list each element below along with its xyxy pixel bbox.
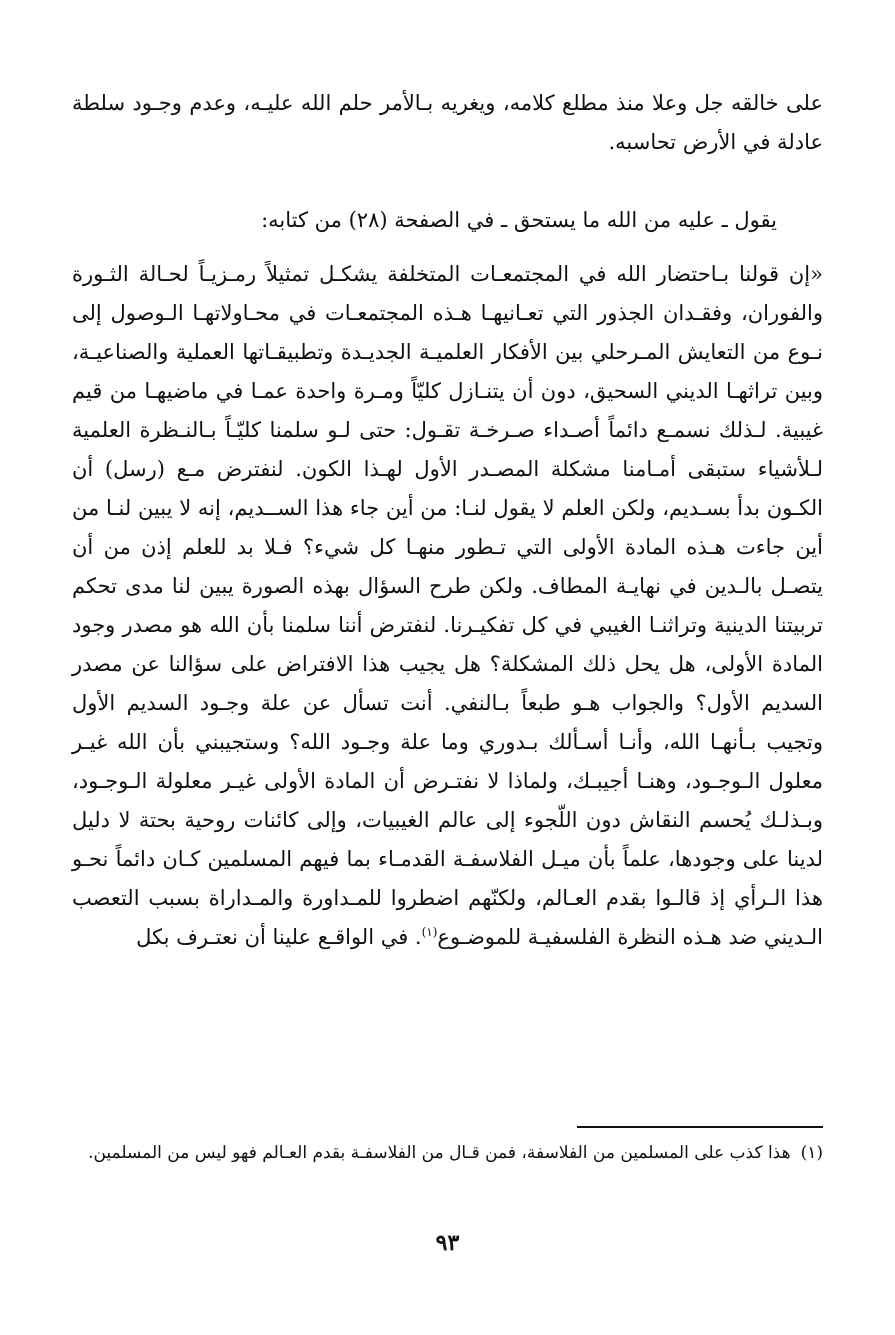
footnote-text: هذا كذب على المسلمين من الفلاسفة، فمن قـال من الفلاسفـة بقدم العـالم فهو ليس من المسلمين. <box>88 1143 791 1163</box>
footnote-number: (١) <box>800 1143 823 1163</box>
quote-lead-in: يقول ـ عليه من الله ما يستحق ـ في الصفحة (٢٨) من كتابه: <box>261 208 777 232</box>
intro-paragraph: على خالقه جل وعلا منذ مطلع كلامه، ويغريه بـالأمر حلم الله عليـه، وعدم وجـود سلطة عادلة في الأرض تحاسبه. <box>72 91 823 154</box>
footnote <box>72 1137 823 1170</box>
quoted-passage-continuation: . في الواقـع علينا أن نعتـرف بكل <box>136 925 422 949</box>
footnote-marker: (١) <box>421 925 438 939</box>
quoted-passage-text: «إن قولنا بـاحتضار الله في المجتمعـات المتخلفة يشكـل تمثيلاً رمـزيـاً لحـالة الثـورة والفوران، وفقـدان الجذور التي تعـانيهـا هـذه المجتمعـات في محـاولاتهـا الـوصول إلى نـوع من التعايش المـرحلي بين الأفكار العلميـة الجديـدة وتطبيقـاتها العملية والصناعيـة، وبين تراثهـا الديني السحيق، دون أن يتنـازل كليّاً ومـرة واحدة عمـا في ماضيهـا من قيم غيبية. لـذلك نسمـع دائماً أصـداء صـرخـة تقـول: حتى لـو سلمنا كليّـاً بـالنـظرة العلمية لـلأشياء ستبقى أمـامنا مشكلة المصـدر الأول لهـذا الكون. لنفترض مـع (رسل) أن الكـون بدأ بسـديم، ولكن العلم لا يقول لنـا: من أين جاء هذا الســديم، إنه لا يبين لنـا من أين جاءت هـذه المادة الأولى التي تـطور منهـا كل شيء؟ فـلا بد للعلم إذن من أن يتصـل بالـدين في نهايـة المطاف. ولكن طرح السؤال بهذه الصورة يبين لنا مدى تحكم تربيتنا الدينية وتراثنـا الغيبي في كل تفكيـرنا. لنفترض أننا سلمنا بأن الله هو مصدر وجود المادة الأولى، هل يحل ذلك المشكلة؟ هل يجيب هذا الافتراض على سؤالنا عن مصدر السديم الأول؟ والجواب هـو طبعاً بـالنفي. أنت تسأل عن علة وجـود السديم الأول وتجيب بـأنهـا الله، وأنـا أسـألك بـدوري وما علة وجـود الله؟ وستجيبني بأن الله غيـر معلول الـوجـود، وهنـا أجيبـك، ولماذا لا نفتـرض أن المادة الأولى غيـر معلولة الـوجـود، وبـذلـك يُحسم النقاش دون اللّجوء إلى عالم الغيبيات، وإلى كائنات روحية بحتة لا دليل لدينا على وجودها، علماً بأن ميـل الفلاسفـة القدمـاء بما فيهم المسلمين كـان دائماً نحـو هذا الـرأي إذ قالـوا بقدم العـالم، ولكنّهم اضطروا للمـداورة والمـداراة بسبب التعصب الـديني ضد هـذه النظرة الفلسفيـة للموضـوع <box>72 262 823 949</box>
footnote-separator <box>577 1126 823 1128</box>
quoted-passage <box>72 255 823 957</box>
page-number: ٩٣ <box>435 1230 460 1256</box>
